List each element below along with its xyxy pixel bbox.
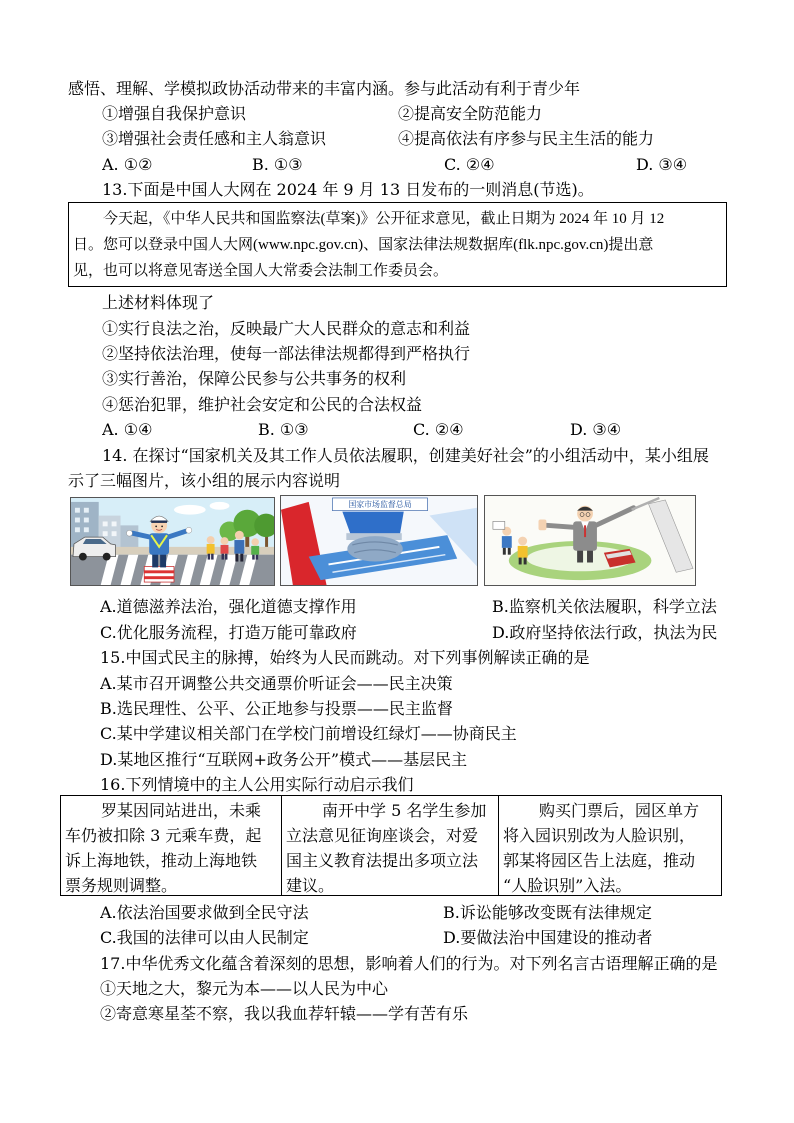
q13-material-line-1: 今天起，《中华人民共和国监察法(草案)》公开征求意见，截止日期为 2024 年 10 月 12 bbox=[103, 211, 665, 227]
case-line: 票务规则调整。 bbox=[65, 876, 178, 895]
case-line: 南开中学 5 名学生参加 bbox=[322, 800, 487, 820]
q13-material-line-3: 见，也可以将意见寄送全国人大常委会法制工作委员会。 bbox=[73, 263, 449, 279]
q12-option-a: A. ①② bbox=[102, 154, 153, 174]
q14-stem-line-1: 14. 在探讨“国家机关及其工作人员依法履职，创建美好社会”的小组活动中，某小组展 bbox=[102, 445, 709, 465]
q13-option-d: D. ③④ bbox=[570, 419, 622, 439]
q13-statement-3: ③实行善治，保障公民参与公共事务的权利 bbox=[102, 368, 407, 388]
agency-header-text: 国家市场监督总局 bbox=[348, 500, 412, 510]
q13-option-a: A. ①④ bbox=[102, 419, 153, 439]
cartoon-law-enforcement bbox=[484, 495, 696, 586]
q14-option-d: D.政府坚持依法行政，执法为民 bbox=[492, 622, 718, 642]
q12-option-d: D. ③④ bbox=[636, 154, 688, 174]
q13-statement-2: ②坚持依法治理，使每一部法律法规都得到严格执行 bbox=[102, 343, 471, 363]
q15-option-c: C.某中学建议相关部门在学校门前增设红绿灯——协商民主 bbox=[100, 723, 517, 743]
case-line: 建议。 bbox=[286, 876, 335, 895]
enforcement-fist bbox=[342, 512, 403, 562]
q17-stem: 17.中华优秀文化蕴含着深刻的思想，影响着人们的行为。对下列名言古语理解正确的是 bbox=[100, 953, 718, 973]
q16-case-1 bbox=[61, 796, 281, 895]
case-line: 购买门票后，园区单方 bbox=[539, 800, 700, 820]
case-line: 车仍被扣除 3 元乘车费，起 bbox=[65, 825, 262, 845]
q12-statement-2: ②提高安全防范能力 bbox=[398, 103, 543, 123]
q12-stem-tail: 感悟、理解、学模拟政协活动带来的丰富内涵。参与此活动有利于青少年 bbox=[68, 78, 581, 98]
q12-option-c: C. ②④ bbox=[444, 154, 495, 174]
q14-option-b: B.监察机关依法履职，科学立法 bbox=[492, 596, 717, 616]
q12-statement-1: ①增强自我保护意识 bbox=[102, 103, 247, 123]
q16-case-3 bbox=[498, 796, 721, 895]
cartoon-market-supervision bbox=[280, 495, 478, 586]
q13-material-box bbox=[68, 202, 727, 287]
case-line: 郭某将园区告上法庭，推动 bbox=[503, 851, 696, 871]
q16-option-b: B.诉讼能够改变既有法律规定 bbox=[443, 902, 652, 922]
q17-statement-1: ①天地之大，黎元为本——以人民为中心 bbox=[100, 978, 389, 998]
q14-option-c: C.优化服务流程，打造万能可靠政府 bbox=[100, 622, 357, 642]
cartoon-law-enforcement-drawing bbox=[485, 496, 695, 585]
q13-stem: 13.下面是中国人大网在 2024 年 9 月 13 日发布的一则消息(节选)。 bbox=[102, 179, 594, 199]
police-pedestal bbox=[144, 566, 174, 582]
q12-statement-4: ④提高依法有序参与民主生活的能力 bbox=[398, 129, 655, 148]
q14-option-a: A.道德滋养法治，强化道德支撑作用 bbox=[100, 596, 357, 616]
q14-stem-line-2: 示了三幅图片，该小组的展示内容说明 bbox=[68, 470, 341, 490]
cartoon-traffic-police-drawing bbox=[71, 498, 274, 585]
q15-stem: 15.中国式民主的脉搏，始终为人民而跳动。对下列事例解读正确的是 bbox=[100, 647, 590, 667]
cartoon-market-supervision-drawing bbox=[281, 496, 477, 585]
case-line: 将入园识别改为人脸识别， bbox=[503, 825, 696, 845]
q15-option-d: D.某地区推行“互联网+政务公开”模式——基层民主 bbox=[100, 749, 468, 769]
q13-lead: 上述材料体现了 bbox=[102, 292, 215, 312]
q13-statement-4: ④惩治犯罪，维护社会安定和公民的合法权益 bbox=[102, 394, 423, 414]
q15-option-a: A.某市召开调整公共交通票价听证会——民主决策 bbox=[100, 673, 453, 693]
cartoon-traffic-police bbox=[70, 497, 275, 586]
case-line: 罗某因同站进出，未乘 bbox=[101, 800, 262, 820]
q16-option-a: A.依法治国要求做到全民守法 bbox=[100, 902, 309, 922]
q16-option-d: D.要做法治中国建设的推动者 bbox=[443, 927, 653, 947]
q16-case-table bbox=[60, 795, 722, 896]
q13-option-b: B. ①③ bbox=[258, 419, 309, 439]
q13-option-c: C. ②④ bbox=[413, 419, 464, 439]
case-line: 国主义教育法提出多项立法 bbox=[286, 851, 479, 871]
q13-statement-1: ①实行良法之治，反映最广大人民群众的意志和利益 bbox=[102, 318, 471, 338]
q16-case-2 bbox=[281, 796, 498, 895]
q17-statement-2: ②寄意寒星荃不察，我以我血荐轩辕——学有苦有乐 bbox=[100, 1003, 469, 1023]
q12-option-b: B. ①③ bbox=[252, 154, 303, 174]
q13-material-line-2: 日。您可以登录中国人大网(www.npc.gov.cn)、国家法律法规数据库(flk.npc.gov.cn)提出意 bbox=[73, 237, 654, 253]
q16-stem: 16.下列情境中的主人公用实际行动启示我们 bbox=[100, 774, 414, 794]
q12-statement-3: ③增强社会责任感和主人翁意识 bbox=[102, 129, 327, 148]
q15-option-b: B.选民理性、公平、公正地参与投票——民主监督 bbox=[100, 698, 453, 718]
case-line: 立法意见征询座谈会，对爱 bbox=[286, 825, 479, 845]
q16-option-c: C.我国的法律可以由人民制定 bbox=[100, 927, 309, 947]
case-line: “人脸识别”入法。 bbox=[503, 876, 632, 895]
case-line: 诉上海地铁，推动上海地铁 bbox=[65, 851, 258, 871]
